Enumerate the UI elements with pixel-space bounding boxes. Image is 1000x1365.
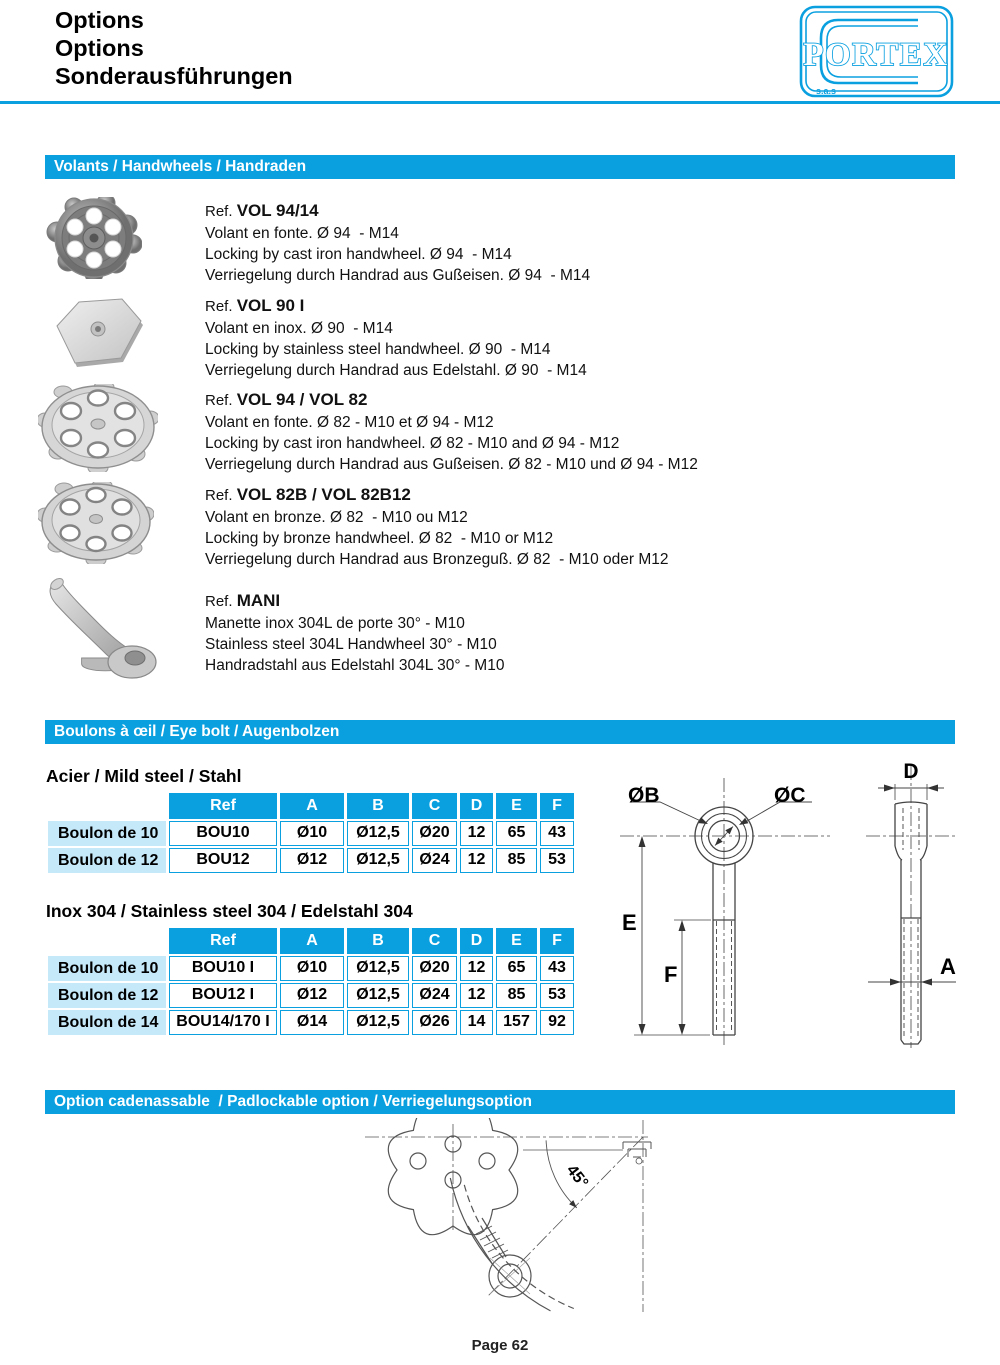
dim-label-f: F (664, 962, 678, 987)
cell-ref: BOU12 (169, 848, 277, 873)
col-header: B (347, 928, 409, 954)
table-mild-steel (48, 793, 574, 875)
row-label: Boulon de 10 (48, 821, 166, 846)
col-header: C (412, 793, 457, 819)
logo-text: PORTEX (803, 37, 949, 73)
col-header: Ref (169, 928, 277, 954)
desc-fr: Manette inox 304L de porte 30° - M10 (205, 615, 465, 632)
ref-name: VOL 82B / VOL 82B12 (236, 485, 411, 504)
product-mani (205, 590, 504, 676)
cell-a: Ø10 (280, 821, 344, 846)
header-spacer (48, 793, 166, 819)
table-stainless (48, 928, 574, 1037)
desc-fr: Volant en bronze. Ø 82 - M10 ou M12 (205, 509, 468, 526)
desc-de: Verriegelung durch Handrad aus Edelstahl. Ø 90 - M14 (205, 362, 587, 379)
product-ref (205, 484, 669, 507)
cell-b: Ø12,5 (347, 821, 409, 846)
cell-b: Ø12,5 (347, 848, 409, 873)
product-vol90i (205, 295, 587, 381)
table-title-mild-steel: Acier / Mild steel / Stahl (46, 766, 242, 786)
col-header: C (412, 928, 457, 954)
product-ref (205, 295, 587, 318)
stainless-lever-handle-photo (42, 576, 160, 680)
ref-name: VOL 94 / VOL 82 (236, 390, 368, 409)
cell-a: Ø12 (280, 848, 344, 873)
dim-label-e: E (622, 910, 637, 935)
row-label: Boulon de 12 (48, 983, 166, 1008)
cell-f: 43 (540, 956, 574, 981)
ref-name: VOL 94/14 (236, 201, 319, 220)
cast-iron-handwheel-angled-photo (38, 384, 158, 472)
table-row (48, 1010, 574, 1035)
col-header: D (460, 928, 493, 954)
cell-d: 12 (460, 821, 493, 846)
portex-logo (798, 5, 958, 103)
title-line-en: Options (55, 35, 144, 61)
bronze-handwheel-photo (38, 482, 154, 564)
cell-ref: BOU10 (169, 821, 277, 846)
row-label: Boulon de 12 (48, 848, 166, 873)
title-line-de: Sonderausführungen (55, 63, 293, 89)
cell-e: 85 (496, 848, 537, 873)
ref-prefix: Ref. (205, 203, 237, 220)
desc-de: Handradstahl aus Edelstahl 304L 30° - M10 (205, 657, 505, 674)
cell-f: 92 (540, 1010, 574, 1035)
cell-b: Ø12,5 (347, 983, 409, 1008)
dim-label-ob: ØB (628, 784, 660, 807)
table-row (48, 821, 574, 846)
col-header: E (496, 928, 537, 954)
desc-fr: Volant en fonte. Ø 82 - M10 et Ø 94 - M12 (205, 414, 494, 431)
cell-c: Ø24 (412, 848, 457, 873)
cell-e: 157 (496, 1010, 537, 1035)
col-header: A (280, 793, 344, 819)
section-bar-handwheels: Volants / Handwheels / Handraden (45, 155, 955, 179)
desc-de: Verriegelung durch Handrad aus Gußeisen. Ø 82 - M10 und Ø 94 - M12 (205, 456, 698, 473)
dim-label-oc: ØC (774, 784, 806, 807)
cell-b: Ø12,5 (347, 1010, 409, 1035)
cell-a: Ø10 (280, 956, 344, 981)
cell-a: Ø14 (280, 1010, 344, 1035)
col-header: D (460, 793, 493, 819)
page-number: Page 62 (471, 1337, 529, 1354)
padlockable-option-drawing (330, 1118, 720, 1314)
desc-en: Stainless steel 304L Handwheel 30° - M10 (205, 636, 497, 653)
cell-c: Ø20 (412, 956, 457, 981)
cell-e: 65 (496, 956, 537, 981)
dim-label-a: A (940, 954, 956, 979)
table-row (48, 848, 574, 873)
product-vol82b (205, 484, 669, 570)
ref-name: VOL 90 I (236, 296, 305, 315)
cell-ref: BOU12 I (169, 983, 277, 1008)
ref-name: MANI (236, 591, 281, 610)
table-row (48, 956, 574, 981)
section-bar-padlockable: Option cadenassable / Padlockable option / Verriegelungsoption (45, 1090, 955, 1114)
cell-e: 65 (496, 821, 537, 846)
product-vol94-vol82 (205, 389, 698, 475)
col-header: A (280, 928, 344, 954)
ref-prefix: Ref. (205, 487, 237, 504)
table-header-row (48, 928, 574, 954)
col-header: F (540, 928, 574, 954)
page-title (55, 6, 293, 90)
desc-fr: Volant en fonte. Ø 94 - M14 (205, 225, 399, 242)
section-bar-eyebolt: Boulons à œil / Eye bolt / Augenbolzen (45, 720, 955, 744)
desc-en: Locking by bronze handwheel. Ø 82 - M10 or M12 (205, 530, 554, 547)
table-title-stainless: Inox 304 / Stainless steel 304 / Edelstahl 304 (46, 901, 413, 921)
cell-d: 12 (460, 848, 493, 873)
col-header: E (496, 793, 537, 819)
cell-c: Ø24 (412, 983, 457, 1008)
eye-bolt-technical-drawing (612, 750, 968, 1050)
cell-ref: BOU10 I (169, 956, 277, 981)
cell-f: 53 (540, 983, 574, 1008)
cell-c: Ø20 (412, 821, 457, 846)
dim-label-d: D (903, 760, 919, 783)
col-header: F (540, 793, 574, 819)
logo-subtext: s.a.s (816, 86, 837, 96)
title-line-fr: Options (55, 7, 144, 33)
cell-c: Ø26 (412, 1010, 457, 1035)
row-label: Boulon de 10 (48, 956, 166, 981)
cast-iron-handwheel-photo (46, 197, 142, 279)
angle-label: 45° (562, 1161, 592, 1192)
ref-prefix: Ref. (205, 593, 237, 610)
cell-a: Ø12 (280, 983, 344, 1008)
cell-f: 53 (540, 848, 574, 873)
product-ref (205, 200, 590, 223)
col-header: Ref (169, 793, 277, 819)
table-row (48, 983, 574, 1008)
cell-d: 12 (460, 956, 493, 981)
desc-en: Locking by cast iron handwheel. Ø 94 - M14 (205, 246, 512, 263)
desc-en: Locking by cast iron handwheel. Ø 82 - M10 and Ø 94 - M12 (205, 435, 620, 452)
row-label: Boulon de 14 (48, 1010, 166, 1035)
ref-prefix: Ref. (205, 392, 237, 409)
col-header: B (347, 793, 409, 819)
cell-ref: BOU14/170 I (169, 1010, 277, 1035)
desc-en: Locking by stainless steel handwheel. Ø 90 - M14 (205, 341, 551, 358)
stainless-hex-handwheel-photo (48, 294, 146, 370)
cell-f: 43 (540, 821, 574, 846)
desc-de: Verriegelung durch Handrad aus Bronzeguß. Ø 82 - M10 oder M12 (205, 551, 669, 568)
product-ref (205, 389, 698, 412)
header-divider (0, 101, 1000, 104)
header-spacer (48, 928, 166, 954)
desc-de: Verriegelung durch Handrad aus Gußeisen. Ø 94 - M14 (205, 267, 591, 284)
cell-e: 85 (496, 983, 537, 1008)
product-vol9414 (205, 200, 590, 286)
ref-prefix: Ref. (205, 298, 237, 315)
desc-fr: Volant en inox. Ø 90 - M14 (205, 320, 393, 337)
cell-d: 12 (460, 983, 493, 1008)
cell-b: Ø12,5 (347, 956, 409, 981)
product-ref (205, 590, 504, 613)
cell-d: 14 (460, 1010, 493, 1035)
table-header-row (48, 793, 574, 819)
